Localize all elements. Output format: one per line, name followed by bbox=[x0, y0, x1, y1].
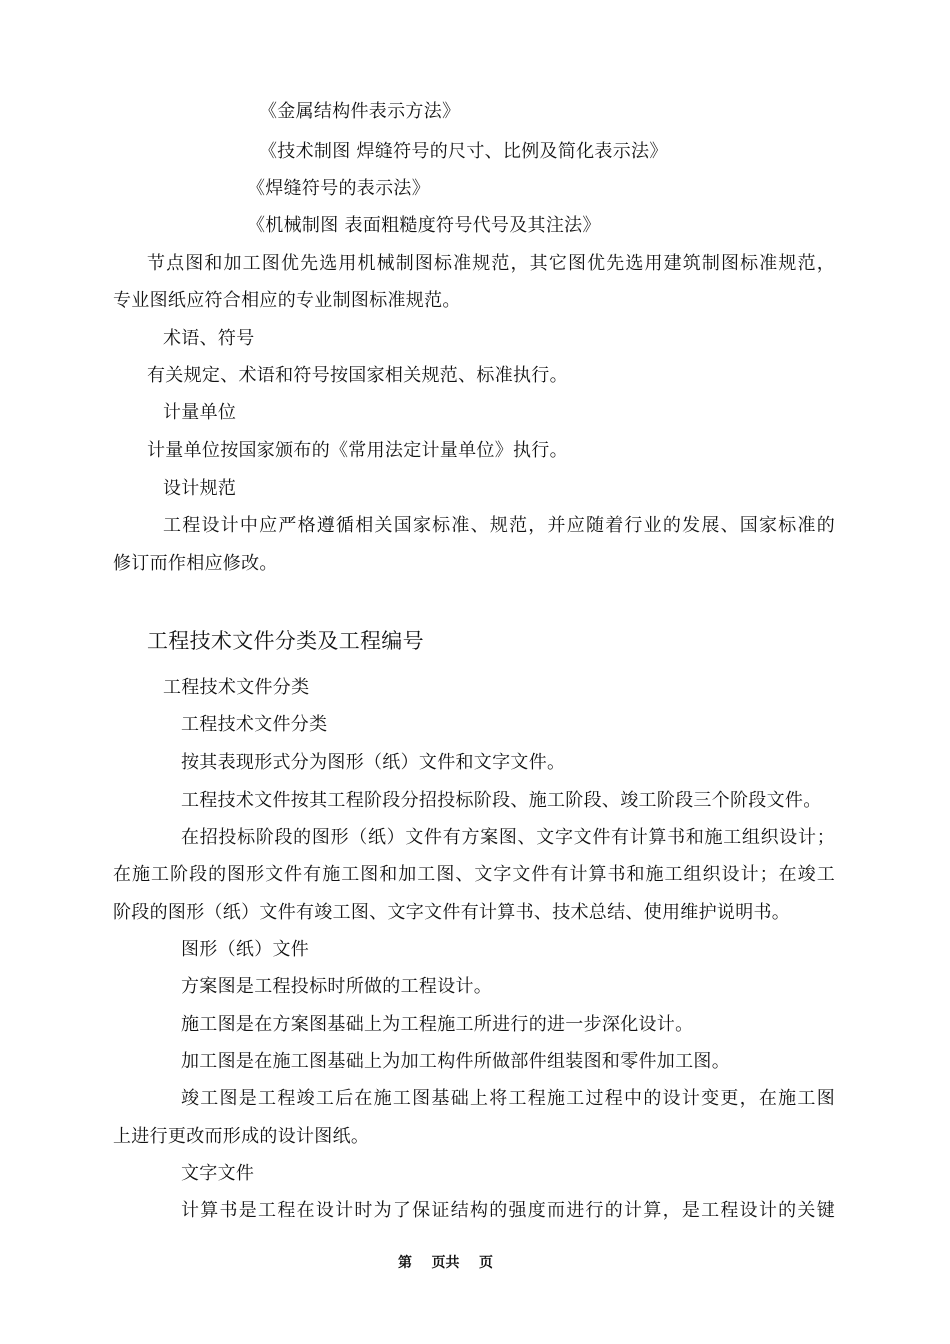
subsection-heading: 文字文件 bbox=[181, 1163, 255, 1184]
paragraph-line: 专业图纸应符合相应的专业制图标准规范。 bbox=[113, 290, 461, 311]
paragraph-line: 施工图是在方案图基础上为工程施工所进行的进一步深化设计。 bbox=[181, 1014, 694, 1035]
paragraph-line: 方案图是工程投标时所做的工程设计。 bbox=[181, 976, 493, 997]
paragraph-line: 计量单位按国家颁布的《常用法定计量单位》执行。 bbox=[147, 440, 568, 461]
paragraph-line: 竣工图是工程竣工后在施工图基础上将工程施工过程中的设计变更，在施工图 bbox=[181, 1088, 835, 1109]
paragraph-line: 按其表现形式分为图形（纸）文件和文字文件。 bbox=[181, 752, 566, 773]
paragraph-line: 阶段的图形（纸）文件有竣工图、文字文件有计算书、技术总结、使用维护说明书。 bbox=[113, 902, 791, 923]
reference-title: 《技术制图 焊缝符号的尺寸、比例及简化表示法》 bbox=[259, 141, 668, 162]
paragraph-line: 加工图是在施工图基础上为加工构件所做部件组装图和零件加工图。 bbox=[181, 1051, 730, 1072]
subsection-heading: 工程技术文件分类 bbox=[163, 677, 310, 698]
paragraph-line: 修订而作相应修改。 bbox=[113, 553, 278, 574]
paragraph-line: 工程设计中应严格遵循相关国家标准、规范，并应随着行业的发展、国家标准的 bbox=[163, 515, 835, 536]
reference-title: 《机械制图 表面粗糙度符号代号及其注法》 bbox=[247, 215, 601, 236]
paragraph-line: 在招投标阶段的图形（纸）文件有方案图、文字文件有计算书和施工组织设计； bbox=[181, 827, 835, 848]
reference-title: 《金属结构件表示方法》 bbox=[259, 101, 461, 122]
paragraph-line: 节点图和加工图优先选用机械制图标准规范，其它图优先选用建筑制图标准规范， bbox=[147, 253, 835, 274]
subsection-heading: 设计规范 bbox=[163, 478, 237, 499]
page-footer: 第 页共 页 bbox=[398, 1255, 493, 1271]
subsection-heading: 图形（纸）文件 bbox=[181, 939, 310, 960]
subsection-heading: 工程技术文件分类 bbox=[181, 714, 328, 735]
paragraph-line: 计算书是工程在设计时为了保证结构的强度而进行的计算，是工程设计的关键 bbox=[181, 1200, 835, 1221]
subsection-heading: 计量单位 bbox=[163, 402, 237, 423]
paragraph-line: 工程技术文件按其工程阶段分招投标阶段、施工阶段、竣工阶段三个阶段文件。 bbox=[181, 790, 822, 811]
paragraph-line: 在施工阶段的图形文件有施工图和加工图、文字文件有计算书和施工组织设计；在竣工 bbox=[113, 864, 835, 885]
subsection-heading: 术语、符号 bbox=[163, 328, 255, 349]
paragraph-line: 上进行更改而形成的设计图纸。 bbox=[113, 1126, 370, 1147]
section-heading: 工程技术文件分类及工程编号 bbox=[147, 629, 424, 653]
reference-title: 《焊缝符号的表示法》 bbox=[247, 178, 430, 199]
paragraph-line: 有关规定、术语和符号按国家相关规范、标准执行。 bbox=[147, 365, 568, 386]
